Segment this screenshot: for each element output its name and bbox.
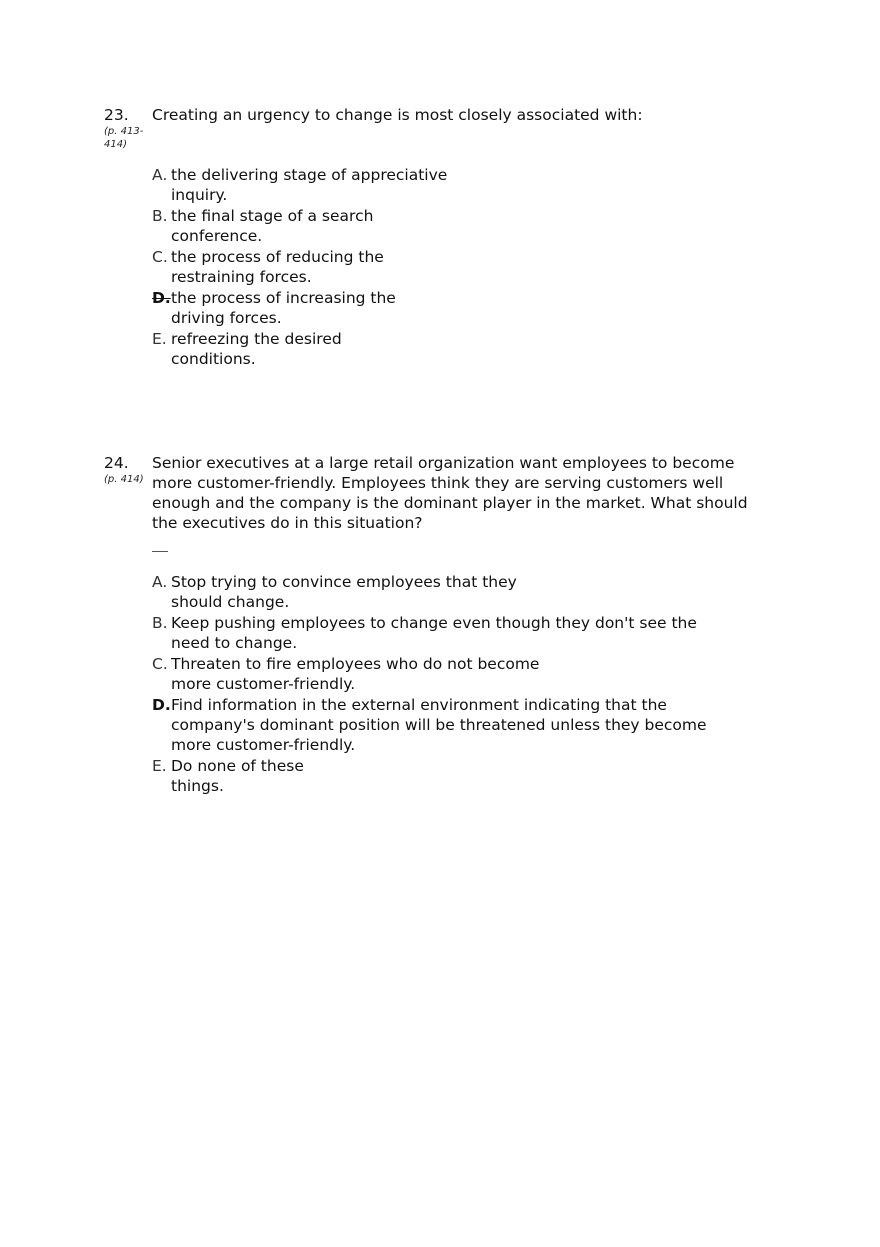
- answer-c: [152, 247, 472, 287]
- answer-text: Do none of these things.: [171, 757, 304, 795]
- question-text: Senior executives at a large retail organization want employees to become more customer-friendly. Employees think they are serving customers well enough and the company is the dominant player in the market. What should the executives do in this situation?: [152, 454, 748, 532]
- answer-text: Stop trying to convince employees that they should change.: [171, 573, 517, 611]
- answer-letter: A.: [152, 166, 168, 184]
- answer-b: [152, 206, 392, 246]
- answer-d-correct: [152, 288, 452, 328]
- answer-letter: E.: [152, 757, 167, 775]
- answer-text: the final stage of a search conference.: [171, 207, 374, 245]
- answer-text: Keep pushing employees to change even though they don't see the need to change.: [171, 614, 697, 652]
- answer-blank: [152, 551, 168, 552]
- answer-letter: C.: [152, 655, 168, 673]
- page-reference: (p. 413-414): [104, 126, 144, 150]
- answer-letter-correct: D.: [152, 289, 171, 307]
- question-number: 24.: [104, 454, 129, 472]
- answer-text: the process of reducing the restraining forces.: [171, 248, 384, 286]
- answer-text: Threaten to fire employees who do not become more customer-friendly.: [171, 655, 540, 693]
- answer-text: the process of increasing the driving forces.: [171, 289, 396, 327]
- answer-a: [152, 572, 572, 612]
- answer-d-correct: [152, 695, 742, 755]
- answer-letter: B.: [152, 614, 168, 632]
- answer-letter: A.: [152, 573, 168, 591]
- question-24: [104, 453, 784, 803]
- answer-b: [152, 613, 727, 653]
- answer-c: [152, 654, 582, 694]
- answer-e: [152, 756, 312, 796]
- answer-letter: C.: [152, 248, 168, 266]
- answer-letter: B.: [152, 207, 168, 225]
- question-number: 23.: [104, 106, 129, 124]
- answer-list: [152, 165, 472, 370]
- page-reference: (p. 414): [104, 474, 144, 485]
- answer-list: [152, 572, 742, 797]
- answer-text: the delivering stage of appreciative inquiry.: [171, 166, 448, 204]
- answer-text: refreezing the desired conditions.: [171, 330, 342, 368]
- question-23: [104, 105, 784, 375]
- answer-text: Find information in the external environment indicating that the company's dominant position will be threatened unless they become more customer-friendly.: [171, 696, 707, 754]
- question-text: Creating an urgency to change is most closely associated with:: [152, 106, 643, 124]
- answer-a: [152, 165, 452, 205]
- answer-letter: E.: [152, 330, 167, 348]
- answer-e: [152, 329, 362, 369]
- answer-letter-correct: D.: [152, 696, 171, 714]
